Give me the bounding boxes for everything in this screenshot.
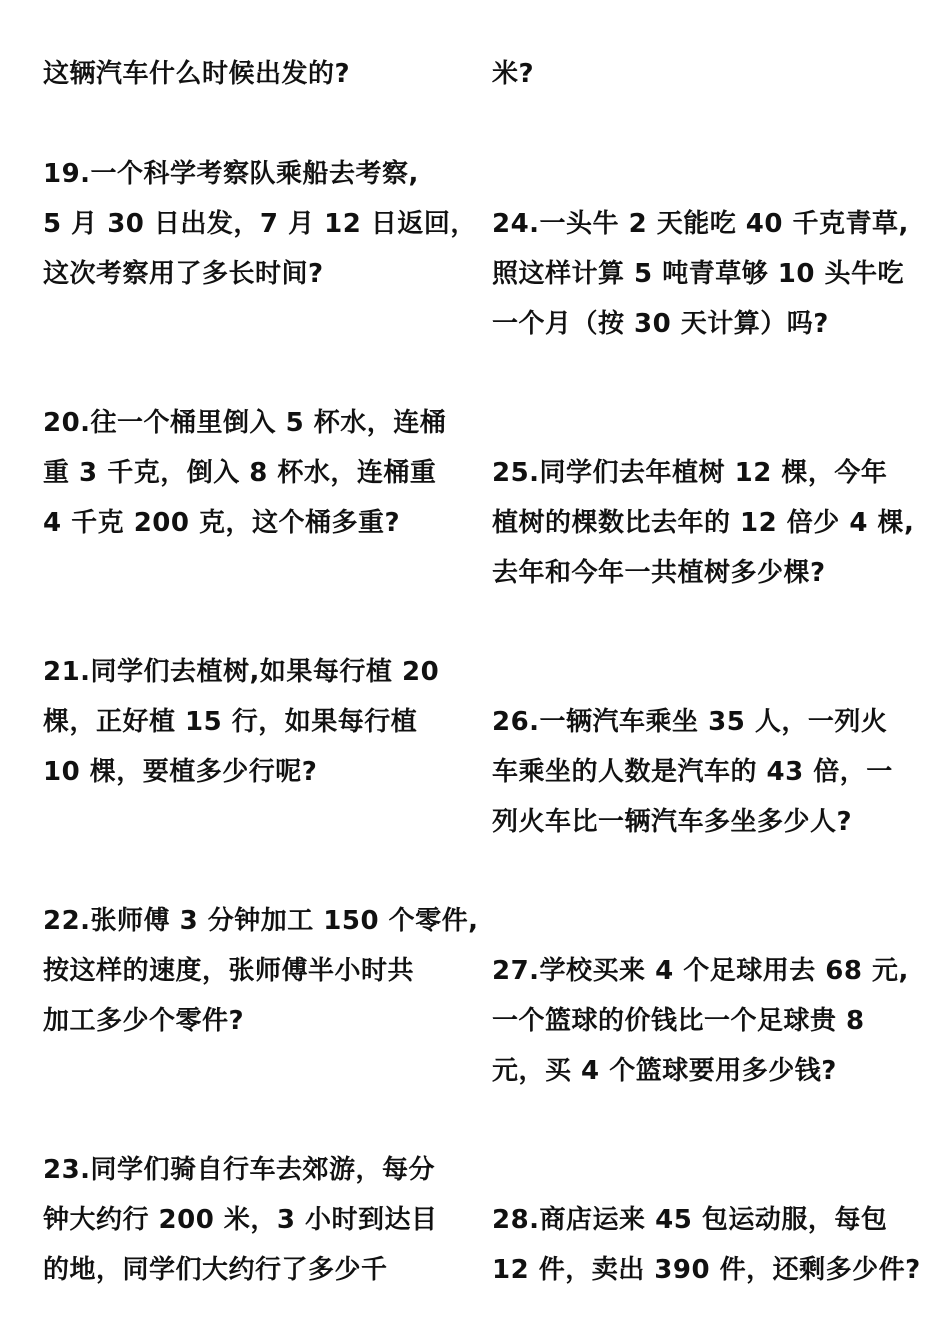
problem-line: 27.学校买来 4 个足球用去 68 元, (492, 956, 909, 986)
problem-line: 24.一头牛 2 天能吃 40 千克青草, (492, 209, 909, 239)
problem-line: 22.张师傅 3 分钟加工 150 个零件, (43, 906, 479, 936)
problem-line: 重 3 千克，倒入 8 杯水，连桶重 (43, 458, 437, 488)
problem-line: 钟大约行 200 米，3 小时到达目 (43, 1205, 438, 1235)
problem-line: 一个月（按 30 天计算）吗? (492, 309, 829, 339)
problem-line: 一个篮球的价钱比一个足球贵 8 (492, 1006, 865, 1036)
problem-line: 21.同学们去植树,如果每行植 20 (43, 657, 440, 687)
problem-line: 26.一辆汽车乘坐 35 人，一列火 (492, 707, 888, 737)
problem-line: 25.同学们去年植树 12 棵，今年 (492, 458, 888, 488)
problem-line: 20.往一个桶里倒入 5 杯水，连桶 (43, 408, 447, 438)
problem-line: 按这样的速度，张师傅半小时共 (43, 956, 415, 986)
problem-line: 照这样计算 5 吨青草够 10 头牛吃 (492, 259, 904, 289)
problem-line: 的地，同学们大约行了多少千 (43, 1255, 388, 1285)
problem-line: 加工多少个零件? (43, 1006, 245, 1036)
problem-line: 去年和今年一共植树多少棵? (492, 558, 826, 588)
problem-line: 5 月 30 日出发，7 月 12 日返回， (43, 209, 477, 239)
problem-line: 这辆汽车什么时候出发的? (43, 59, 351, 89)
problem-line: 棵，正好植 15 行，如果每行植 (43, 707, 418, 737)
problem-line: 10 棵，要植多少行呢? (43, 757, 318, 787)
problem-line: 这次考察用了多长时间? (43, 259, 324, 289)
problem-line: 19.一个科学考察队乘船去考察, (43, 159, 419, 189)
problem-line: 列火车比一辆汽车多坐多少人? (492, 807, 853, 837)
problem-line: 车乘坐的人数是汽车的 43 倍，一 (492, 757, 893, 787)
problem-line: 米? (492, 59, 535, 89)
problem-line: 12 件，卖出 390 件，还剩多少件? (492, 1255, 921, 1285)
problem-line: 4 千克 200 克，这个桶多重? (43, 508, 401, 538)
problem-line: 植树的棵数比去年的 12 倍少 4 棵, (492, 508, 915, 538)
problem-line: 元，买 4 个篮球要用多少钱? (492, 1056, 837, 1086)
problem-line: 23.同学们骑自行车去郊游，每分 (43, 1155, 436, 1185)
problem-line: 28.商店运来 45 包运动服，每包 (492, 1205, 888, 1235)
